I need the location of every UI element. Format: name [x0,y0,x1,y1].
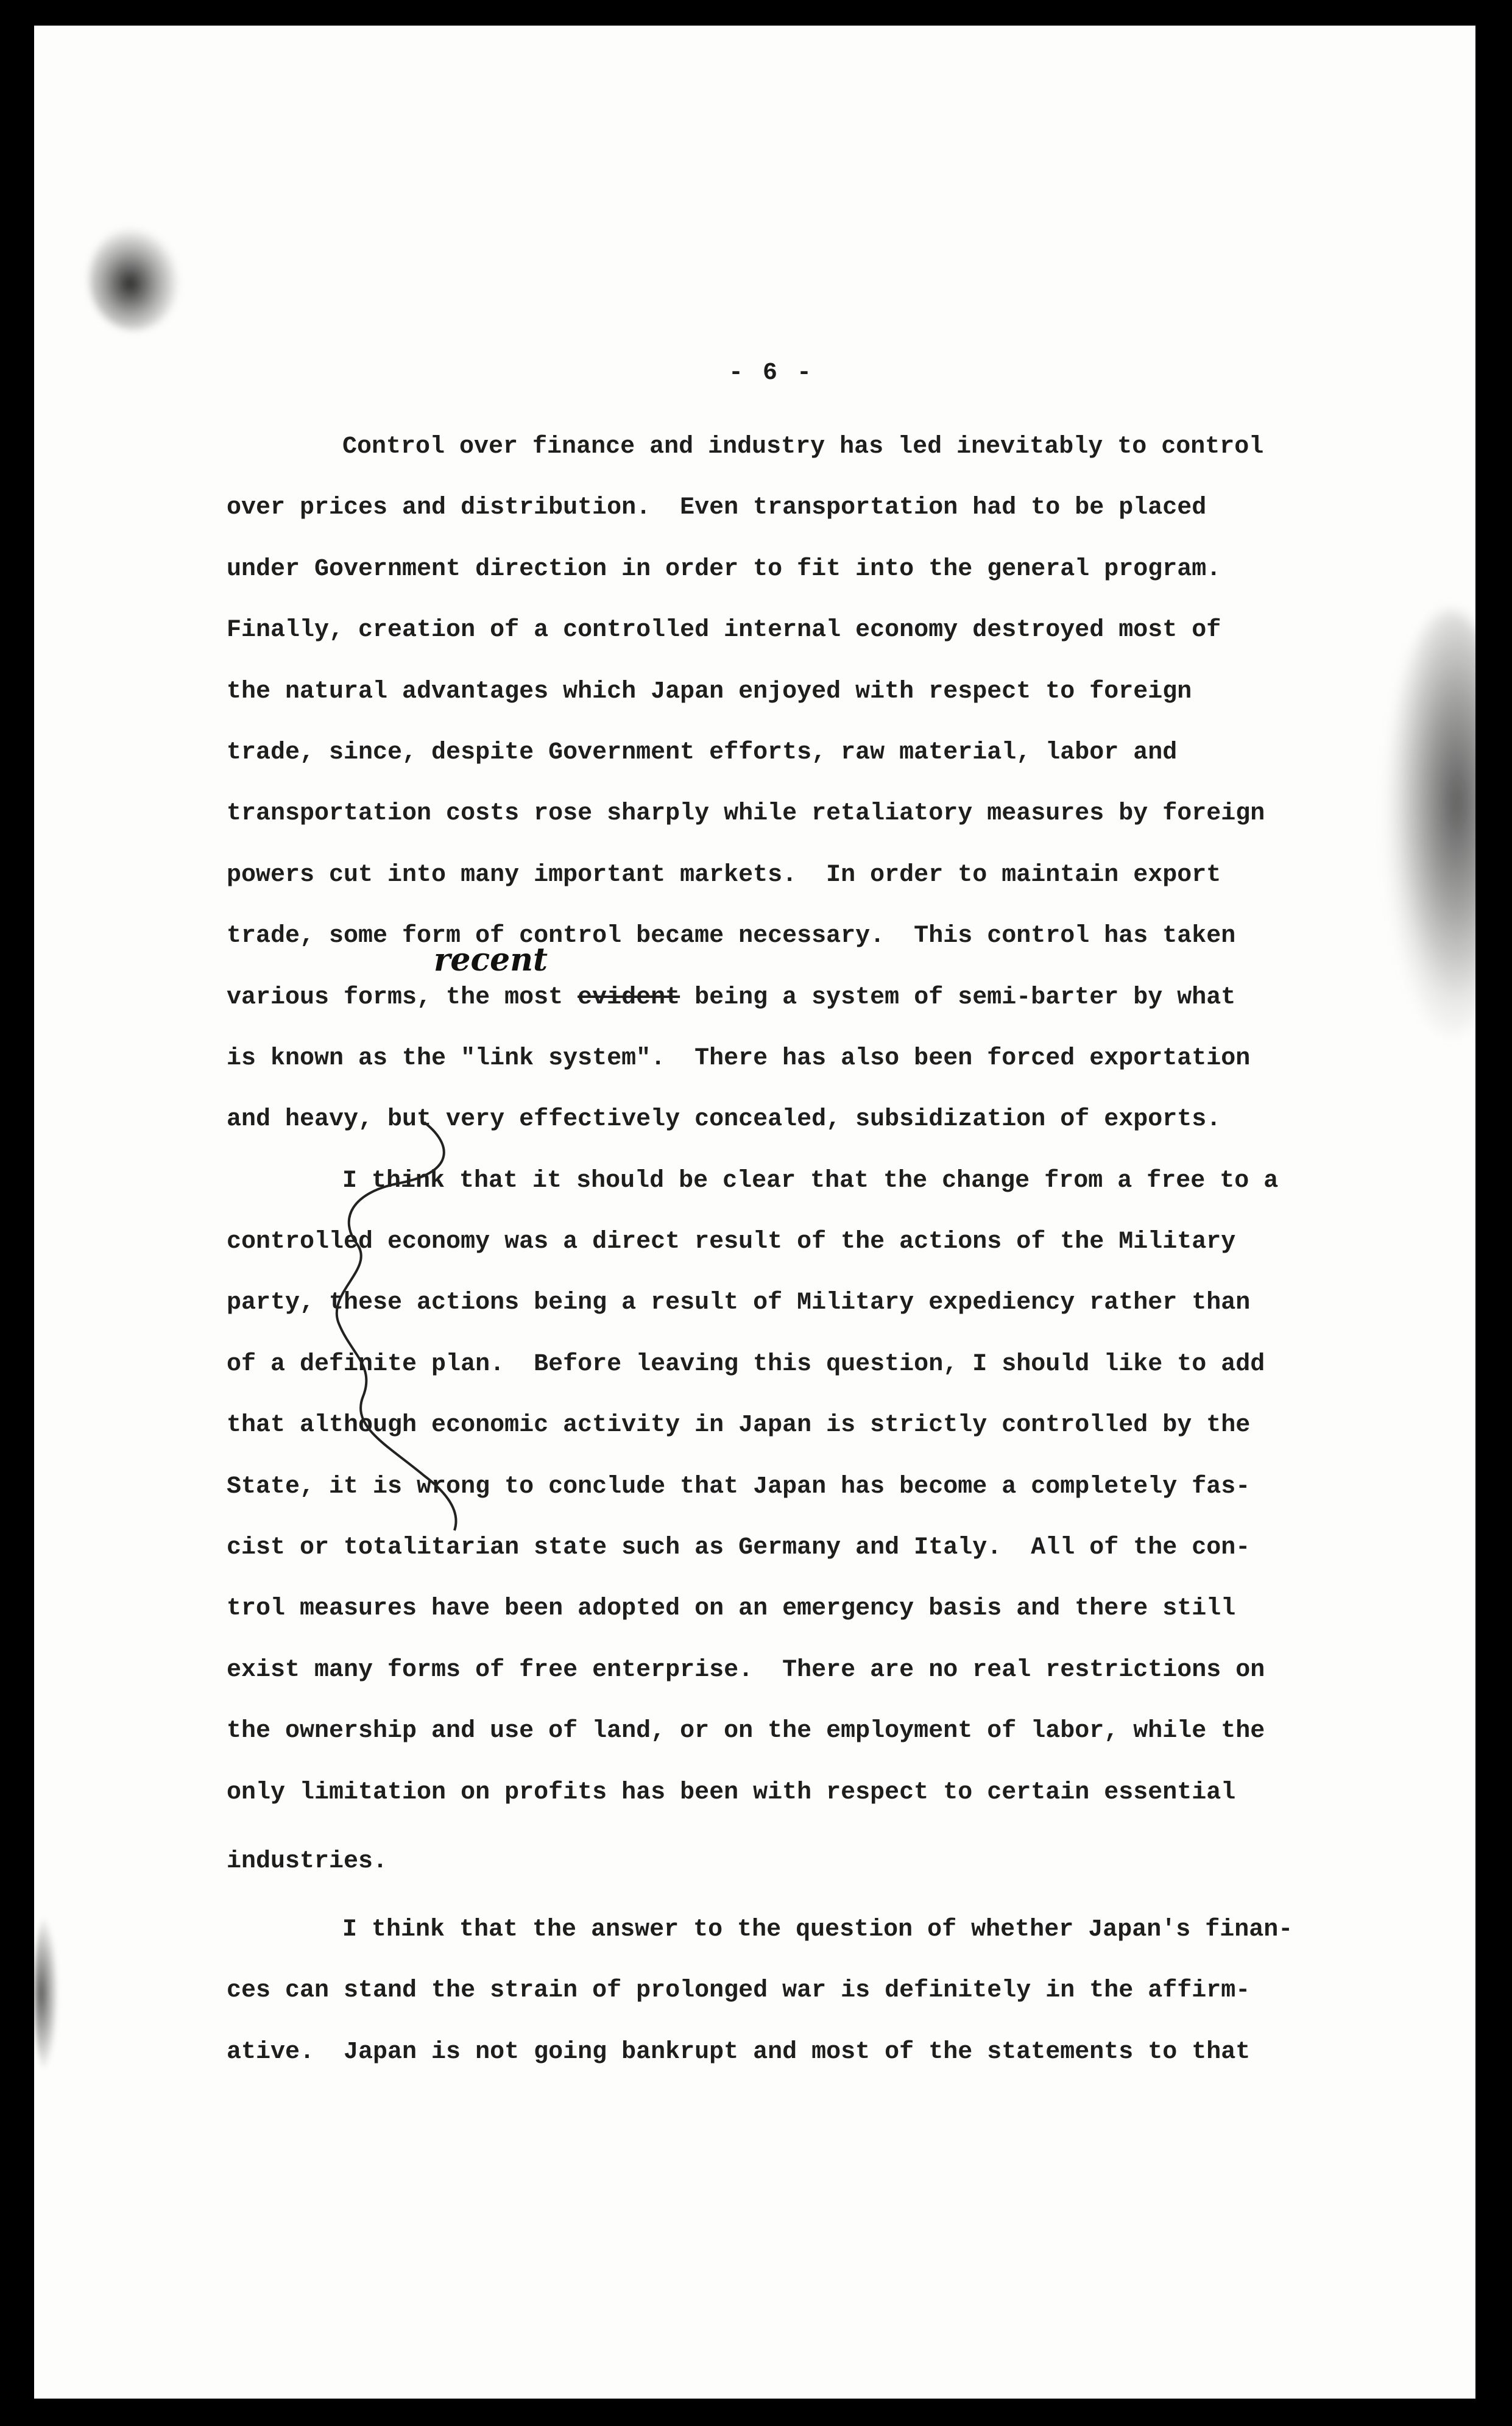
text-line: I think that the answer to the question of whether Japan's finan- [342,1915,1293,1943]
text-line: State, it is wrong to conclude that Japan has become a completely fas- [227,1473,1251,1501]
text-line: Control over finance and industry has led inevitably to control [342,433,1264,461]
text-line: ces can stand the strain of prolonged war is definitely in the affirm- [227,1977,1251,2005]
text-line: ative. Japan is not going bankrupt and most of the statements to that [227,2038,1251,2066]
ink-smudge-top-left [89,227,180,330]
text-line: the natural advantages which Japan enjoyed with respect to foreign [227,677,1192,706]
text-line: Finally, creation of a controlled internal economy destroyed most of [227,617,1221,645]
text-line: powers cut into many important markets. In order to maintain export [227,861,1221,889]
body-text [227,417,1366,2083]
text-line: party, these actions being a result of Military expediency rather than [227,1289,1251,1317]
text-line: over prices and distribution. Even transportation had to be placed [227,494,1207,522]
document-page [34,26,1475,2399]
text-line: controlled economy was a direct result of the actions of the Military [227,1228,1236,1256]
text-line: that although economic activity in Japan is strictly controlled by the [227,1412,1251,1440]
text-line: I think that it should be clear that the change from a free to a [342,1167,1279,1195]
text-line: trade, since, despite Government efforts, raw material, labor and [227,738,1178,766]
text-line: trade, some form of control became necessary. This control has taken [227,922,1236,950]
text-line: the ownership and use of land, or on the employment of labor, while the [227,1717,1265,1745]
text-line: transportation costs rose sharply while retaliatory measures by foreign [227,800,1265,828]
text-line: is known as the "link system". There has also been forced exportation [227,1044,1251,1072]
text-line: only limitation on profits has been with respect to certain essential [227,1778,1236,1806]
struck-word: evident [578,983,680,1011]
handwritten-insert: recent [434,941,548,978]
text-line: exist many forms of free enterprise. There are no real restrictions on [227,1656,1265,1684]
ink-smudge-right [1387,610,1475,1037]
text-line: trol measures have been adopted on an emergency basis and there still [227,1595,1236,1623]
page-number: - 6 - [729,359,814,387]
text-segment: various forms, the most [227,983,578,1011]
text-line: industries. [227,1847,388,1875]
text-line: and heavy, but very effectively concealed, subsidization of exports. [227,1106,1221,1134]
text-line: of a definite plan. Before leaving this question, I should like to add [227,1350,1265,1378]
text-line: cist or totalitarian state such as Germany and Italy. All of the con- [227,1534,1251,1562]
text-line-with-correction [227,941,1366,1028]
text-segment: being a system of semi-barter by what [680,983,1236,1011]
text-line: under Government direction in order to fit into the general program. [227,555,1221,583]
ink-smudge-left [34,1914,58,2073]
